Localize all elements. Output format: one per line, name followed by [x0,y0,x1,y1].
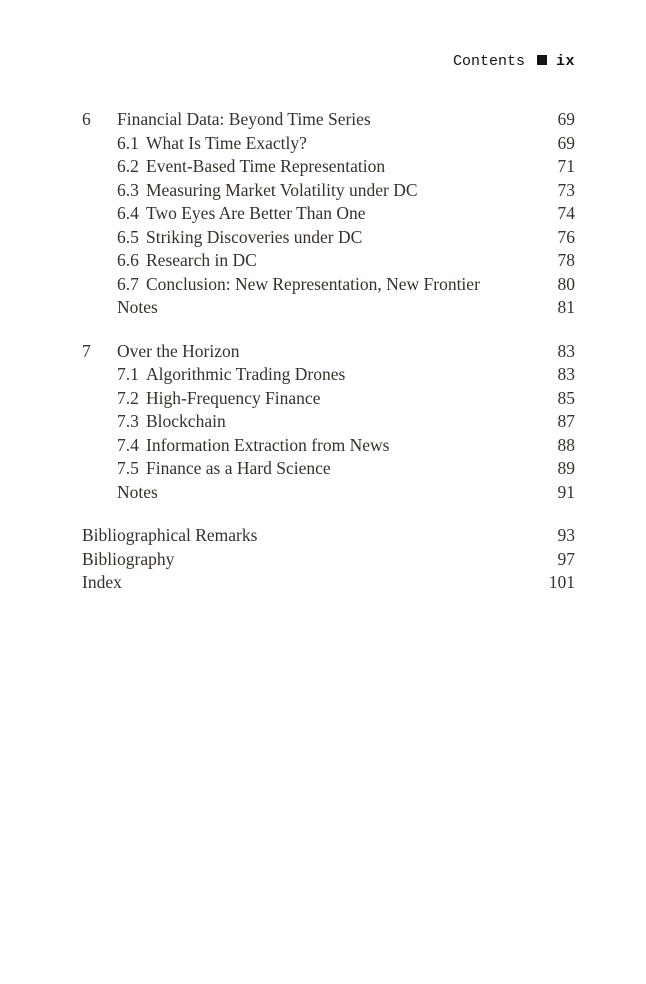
backmatter-title: Index [82,572,122,592]
section-title: High-Frequency Finance [146,387,321,408]
section-number: 6.5 [117,226,139,247]
page-number: 87 [557,411,575,431]
toc-section-row [82,179,575,203]
section-title: Algorithmic Trading Drones [146,364,346,384]
page-number: 85 [557,387,575,408]
toc-chapter-row [82,340,575,364]
page-number: 71 [557,156,575,176]
toc-section-row [82,363,575,387]
section-number: 6.3 [117,179,139,200]
section-title: Two Eyes Are Better Than One [146,203,366,223]
page-number: 101 [548,572,575,592]
section-title: Research in DC [146,250,257,270]
page-number: 83 [557,340,575,361]
chapter-number: 7 [82,340,91,361]
section-title: Striking Discoveries under DC [146,226,363,247]
toc-section-row [82,249,575,273]
toc-section-row [82,434,575,458]
section-title: Measuring Market Volatility under DC [146,179,418,200]
page-number: 93 [557,525,575,545]
chapter-title: Over the Horizon [117,340,240,361]
square-bullet-icon [537,55,547,65]
running-header-page-number: ix [555,53,575,70]
section-number: 6.7 [117,273,139,294]
toc-section-row [82,457,575,481]
toc-section-row [82,226,575,250]
section-number: 6.1 [117,132,139,153]
toc-backmatter-row [82,524,575,548]
section-number: 7.4 [117,434,139,455]
chapter-title: Financial Data: Beyond Time Series [117,109,371,129]
page-number: 80 [557,273,575,294]
section-number: 6.2 [117,156,139,176]
toc-section-row [82,132,575,156]
section-title: Event-Based Time Representation [146,156,386,176]
section-title: Blockchain [146,411,226,431]
notes-label: Notes [117,481,158,502]
backmatter-title: Bibliographical Remarks [82,525,258,545]
page-number: 89 [557,458,575,478]
running-header [82,54,575,70]
page-number: 81 [557,297,575,317]
section-number: 7.1 [117,364,139,384]
toc-chapter-block-6 [82,108,575,320]
toc-backmatter-row [82,571,575,595]
section-number: 6.6 [117,250,139,270]
page-number: 91 [557,481,575,502]
section-title: Conclusion: New Representation, New Frontier [146,273,480,294]
notes-label: Notes [117,297,158,317]
section-number: 7.2 [117,387,139,408]
running-header-title: Contents [452,53,525,70]
toc-section-row [82,202,575,226]
toc-chapter-row [82,108,575,132]
page-number: 69 [557,132,575,153]
section-number: 7.3 [117,411,139,431]
toc-notes-row [82,296,575,320]
toc-section-row [82,387,575,411]
backmatter-title: Bibliography [82,548,175,569]
toc-section-row [82,273,575,297]
page-number: 73 [557,179,575,200]
table-of-contents [82,108,575,595]
page-number: 69 [557,109,575,129]
section-number: 6.4 [117,203,139,223]
page-number: 76 [557,226,575,247]
page-number: 78 [557,250,575,270]
toc-section-row [82,410,575,434]
toc-notes-row [82,481,575,505]
page-number: 88 [557,434,575,455]
toc-section-row [82,155,575,179]
section-number: 7.5 [117,458,139,478]
section-title: Information Extraction from News [146,434,390,455]
page-number: 97 [557,548,575,569]
chapter-number: 6 [82,109,91,129]
toc-backmatter-block [82,524,575,595]
page-number: 74 [557,203,575,223]
toc-backmatter-row [82,548,575,572]
toc-chapter-block-7 [82,340,575,505]
page-number: 83 [557,364,575,384]
section-title: Finance as a Hard Science [146,458,331,478]
section-title: What Is Time Exactly? [146,132,307,153]
